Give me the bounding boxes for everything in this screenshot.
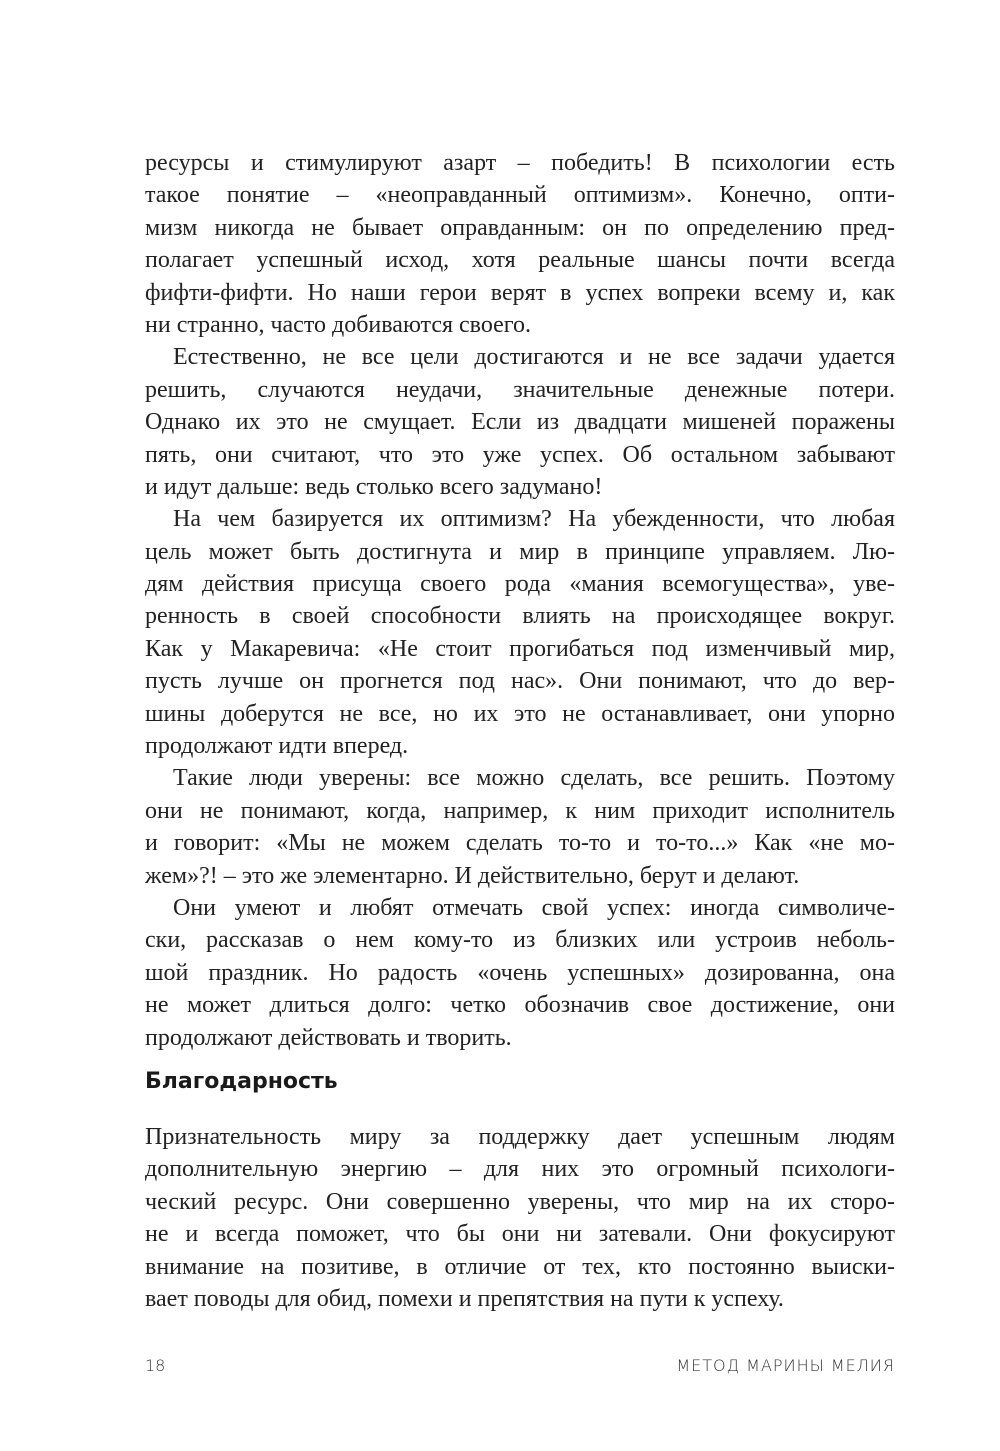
text-line: Такие люди уверены: все можно сделать, все решить. Поэтому (173, 765, 895, 792)
text-line: пять, они считают, что это уже успех. Об остальном забывают (145, 441, 895, 468)
text-line: фифти-фифти. Но наши герои верят в успех вопреки всему и, как (145, 279, 895, 306)
section-heading: Благодарность (145, 1069, 338, 1094)
body-text (145, 147, 895, 1054)
text-line: ресурсы и стимулируют азарт – победить! В психологии есть (145, 150, 895, 176)
text-line: шой праздник. Но радость «очень успешных» дозированна, она (145, 959, 895, 986)
text-line: Признательность миру за поддержку дает успешным людям (145, 1124, 895, 1150)
text-line: пусть лучше он прогнется под нас». Они понимают, что до вер- (145, 668, 895, 695)
text-line: Естественно, не все цели достигаются и не все задачи удается (173, 344, 895, 371)
paragraph (145, 147, 895, 341)
paragraph (145, 892, 895, 1054)
text-line: ски, рассказав о нем кому-то из близких или устроив неболь- (145, 927, 895, 954)
text-line: мизм никогда не бывает оправданным: он по определению пред- (145, 214, 895, 241)
text-line: продолжают действовать и творить. (145, 1024, 512, 1051)
text-line: вает поводы для обид, помехи и препятствия на пути к успеху. (145, 1285, 784, 1312)
text-line: ческий ресурс. Они совершенно уверены, что мир на их сторо- (145, 1188, 895, 1215)
text-line: жем»?! – это же элементарно. И действительно, берут и делают. (145, 862, 800, 889)
text-line: полагает успешный исход, хотя реальные шансы почти всегда (145, 247, 895, 274)
text-line: и говорит: «Мы не можем сделать то-то и то-то...» Как «не мо- (145, 830, 895, 857)
text-line: шины доберутся не все, но их это не останавливает, они упорно (145, 700, 895, 727)
text-line: продолжают идти вперед. (145, 733, 409, 760)
text-line: ренность в своей способности влиять на происходящее вокруг. (145, 603, 895, 630)
paragraph (145, 341, 895, 503)
text-line: цель может быть достигнута и мир в принципе управляем. Лю- (145, 538, 895, 565)
text-line: Они умеют и любят отмечать свой успех: иногда символиче- (173, 894, 895, 921)
paragraph (145, 1121, 895, 1315)
text-line: не может длиться долго: четко обозначив свое достижение, они (145, 992, 895, 1019)
text-line: они не понимают, когда, например, к ним приходит исполнитель (145, 797, 895, 824)
text-line: внимание на позитиве, в отличие от тех, кто постоянно выиски- (145, 1253, 895, 1280)
text-line: дополнительную энергию – для них это огромный психологи- (145, 1156, 895, 1183)
text-line: не и всегда поможет, что бы они ни затевали. Они фокусируют (145, 1221, 895, 1248)
text-line: Как у Макаревича: «Не стоит прогибаться под изменчивый мир, (145, 635, 895, 662)
running-title: МЕТОД МАРИНЫ МЕЛИЯ (676, 1356, 895, 1375)
section-text (145, 1121, 895, 1315)
text-line: такое понятие – «неоправданный оптимизм». Конечно, опти- (145, 182, 895, 209)
paragraph (145, 762, 895, 892)
paragraph (145, 503, 895, 762)
text-line: Однако их это не смущает. Если из двадцати мишеней поражены (145, 409, 895, 436)
text-line: дям действия присуща своего рода «мания всемогущества», уве- (145, 571, 895, 598)
text-line: решить, случаются неудачи, значительные денежные потери. (145, 376, 895, 403)
text-line: и идут дальше: ведь столько всего задумано! (145, 473, 603, 500)
text-line: На чем базируется их оптимизм? На убежденности, что любая (173, 506, 895, 533)
text-line: ни странно, часто добиваются своего. (145, 311, 532, 338)
page-number: 18 (145, 1356, 166, 1375)
